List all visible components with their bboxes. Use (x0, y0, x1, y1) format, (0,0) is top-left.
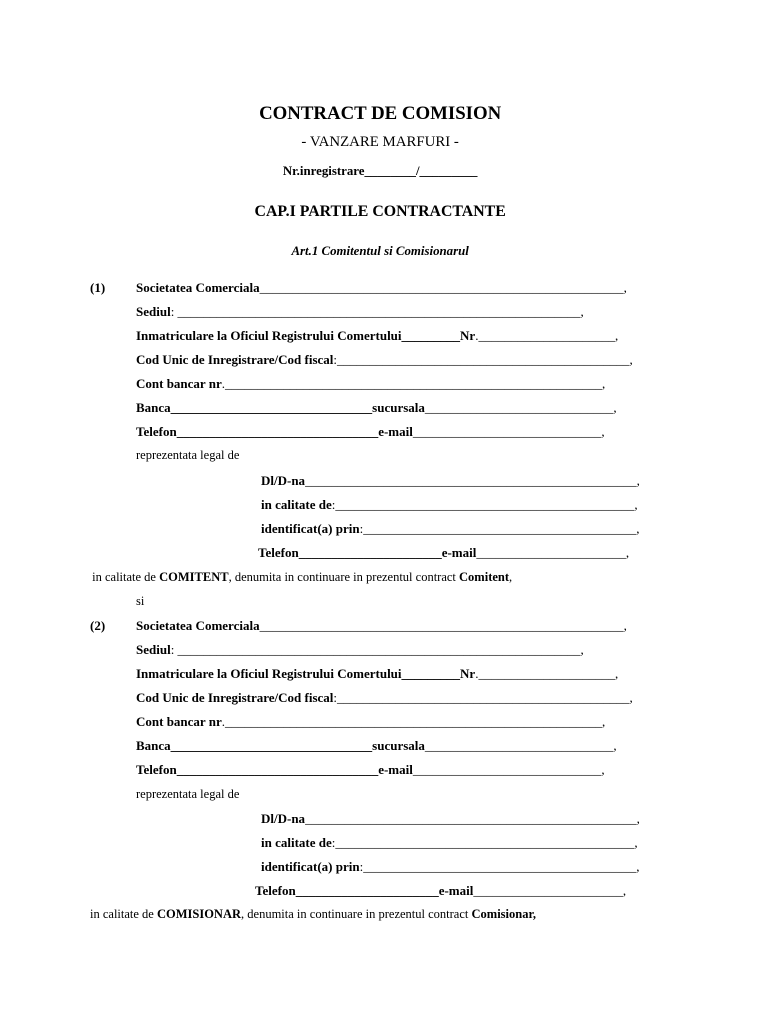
party2-sediul-line (136, 643, 584, 656)
party2-rep-telefon-field[interactable]: ______________________ (295, 883, 439, 898)
party2-number: (2) (90, 618, 106, 633)
party2-sediul-label: Sediul (136, 642, 171, 657)
party1-cont-line (136, 377, 605, 390)
party2-sucursala-label: sucursala (372, 738, 425, 753)
party1-nr-label: Nr (460, 328, 476, 343)
party2-closing (90, 908, 536, 921)
party1-number: (1) (90, 280, 106, 295)
party1-sediul-line (136, 305, 584, 318)
party1-sediul-label: Sediul (136, 304, 171, 319)
party1-cui-line (136, 353, 633, 366)
party2-rep-telefon-line (255, 884, 626, 897)
party2-rep-id-field[interactable]: :__________________________________________, (359, 859, 640, 874)
party1-cont-field[interactable]: .__________________________________________________________, (221, 376, 606, 391)
party2-banca-field[interactable]: _______________________________ (170, 738, 373, 753)
party1-telefon-line (136, 425, 605, 438)
party1-telefon-label: Telefon (136, 424, 177, 439)
party2-banca-line (136, 739, 617, 752)
party1-rep-id-label: identificat(a) prin (261, 521, 360, 536)
party2-closing-prefix: in calitate de (90, 907, 157, 921)
document-title: CONTRACT DE COMISION (259, 103, 502, 124)
party2-rep-name-line (261, 812, 640, 825)
party1-rep-calitate-line (261, 498, 638, 511)
party2-company-line (136, 619, 627, 632)
party2-rep-email-field[interactable]: _______________________, (473, 883, 627, 898)
party2-rep-id-line (261, 860, 639, 873)
party1-rep-email-field[interactable]: _______________________, (476, 545, 630, 560)
party2-sucursala-field[interactable]: _____________________________, (424, 738, 617, 753)
party2-cui-label: Cod Unic de Inregistrare/Cod fiscal (136, 690, 334, 705)
party1-rep-telefon-field[interactable]: ______________________ (298, 545, 442, 560)
party2-rep-calitate-field[interactable]: :______________________________________________, (331, 835, 638, 850)
party1-rep-name-line (261, 474, 640, 487)
party2-cont-line (136, 715, 605, 728)
party2-nr-field[interactable]: ._____________________, (475, 666, 619, 681)
party1-email-field[interactable]: _____________________________, (412, 424, 605, 439)
party2-inmatriculare-line (136, 667, 618, 680)
party2-closing-name: Comisionar, (471, 907, 536, 921)
party2-cui-field[interactable]: :_____________________________________________, (333, 690, 633, 705)
party1-inmatriculare-line (136, 329, 618, 342)
chapter-heading: CAP.I PARTILE CONTRACTANTE (254, 203, 506, 220)
party1-cont-label: Cont bancar nr (136, 376, 222, 391)
party1-rep-telefon-line (258, 546, 629, 559)
party2-telefon-line (136, 763, 605, 776)
party2-nr-label: Nr (460, 666, 476, 681)
party2-represented-label: reprezentata legal de (136, 787, 240, 801)
party1-closing-middle: , denumita in continuare in prezentul contract (228, 570, 460, 584)
party1-company-label: Societatea Comerciala (136, 280, 260, 295)
party1-inmatriculare-label: Inmatriculare la Oficiul Registrului Comertului (136, 328, 402, 343)
party1-nr-field[interactable]: ._____________________, (475, 328, 619, 343)
party1-banca-label: Banca (136, 400, 171, 415)
party2-rep-name-label: Dl/D-na (261, 811, 306, 826)
party2-rep-telefon-label: Telefon (255, 883, 296, 898)
party1-rep-name-label: Dl/D-na (261, 473, 306, 488)
party1-sediul-field[interactable]: : ______________________________________________________________, (170, 304, 584, 319)
party1-banca-line (136, 401, 617, 414)
conjunction-si: si (136, 594, 145, 608)
party2-inmatriculare-label: Inmatriculare la Oficiul Registrului Comertului (136, 666, 402, 681)
party2-cui-line (136, 691, 633, 704)
party2-cont-label: Cont bancar nr (136, 714, 222, 729)
party1-closing (89, 571, 512, 584)
party1-sucursala-label: sucursala (372, 400, 425, 415)
party1-closing-name: Comitent (459, 570, 510, 584)
party2-email-field[interactable]: _____________________________, (412, 762, 605, 777)
party1-closing-role: COMITENT (159, 570, 229, 584)
registration-number: Nr.inregistrare________/_________ (282, 163, 478, 178)
party2-email-label: e-mail (378, 762, 413, 777)
party2-telefon-field[interactable]: _______________________________ (176, 762, 379, 777)
party1-closing-suffix: , (509, 570, 513, 584)
party1-company-field[interactable]: ________________________________________________________, (259, 280, 627, 295)
party1-cui-field[interactable]: :_____________________________________________, (333, 352, 633, 367)
party2-cont-field[interactable]: .__________________________________________________________, (221, 714, 606, 729)
party1-rep-email-label: e-mail (441, 545, 477, 560)
party2-closing-role: COMISIONAR (156, 907, 242, 921)
party1-rep-calitate-field[interactable]: :______________________________________________, (331, 497, 638, 512)
party2-rep-calitate-line (261, 836, 638, 849)
party1-rep-calitate-label: in calitate de (261, 497, 332, 512)
party1-email-label: e-mail (378, 424, 413, 439)
party1-company-line (136, 281, 627, 294)
party2-rep-name-field[interactable]: ___________________________________________________, (305, 811, 640, 826)
party1-rep-name-field[interactable]: ___________________________________________________, (305, 473, 640, 488)
party1-represented-label: reprezentata legal de (136, 448, 240, 462)
party1-cui-label: Cod Unic de Inregistrare/Cod fiscal (136, 352, 334, 367)
party1-telefon-field[interactable]: _______________________________ (176, 424, 379, 439)
party2-rep-calitate-label: in calitate de (261, 835, 332, 850)
party2-inmatriculare-field[interactable]: _________ (401, 666, 461, 681)
party1-closing-prefix: in calitate de (89, 570, 160, 584)
article-heading: Art.1 Comitentul si Comisionarul (291, 243, 469, 258)
party1-sucursala-field[interactable]: _____________________________, (424, 400, 617, 415)
party1-banca-field[interactable]: _______________________________ (170, 400, 373, 415)
party2-rep-id-label: identificat(a) prin (261, 859, 360, 874)
party2-sediul-field[interactable]: : ______________________________________________________________, (170, 642, 584, 657)
party2-rep-email-label: e-mail (438, 883, 474, 898)
party2-company-label: Societatea Comerciala (136, 618, 260, 633)
document-subtitle: - VANZARE MARFURI - (301, 134, 459, 150)
party2-closing-middle: , denumita in continuare in prezentul contract (241, 907, 472, 921)
party2-telefon-label: Telefon (136, 762, 177, 777)
party1-rep-telefon-label: Telefon (258, 545, 299, 560)
party1-rep-id-field[interactable]: :__________________________________________, (359, 521, 640, 536)
party1-rep-id-line (261, 522, 639, 535)
party2-banca-label: Banca (136, 738, 171, 753)
party2-company-field[interactable]: ________________________________________________________, (259, 618, 627, 633)
party1-inmatriculare-field[interactable]: _________ (401, 328, 461, 343)
